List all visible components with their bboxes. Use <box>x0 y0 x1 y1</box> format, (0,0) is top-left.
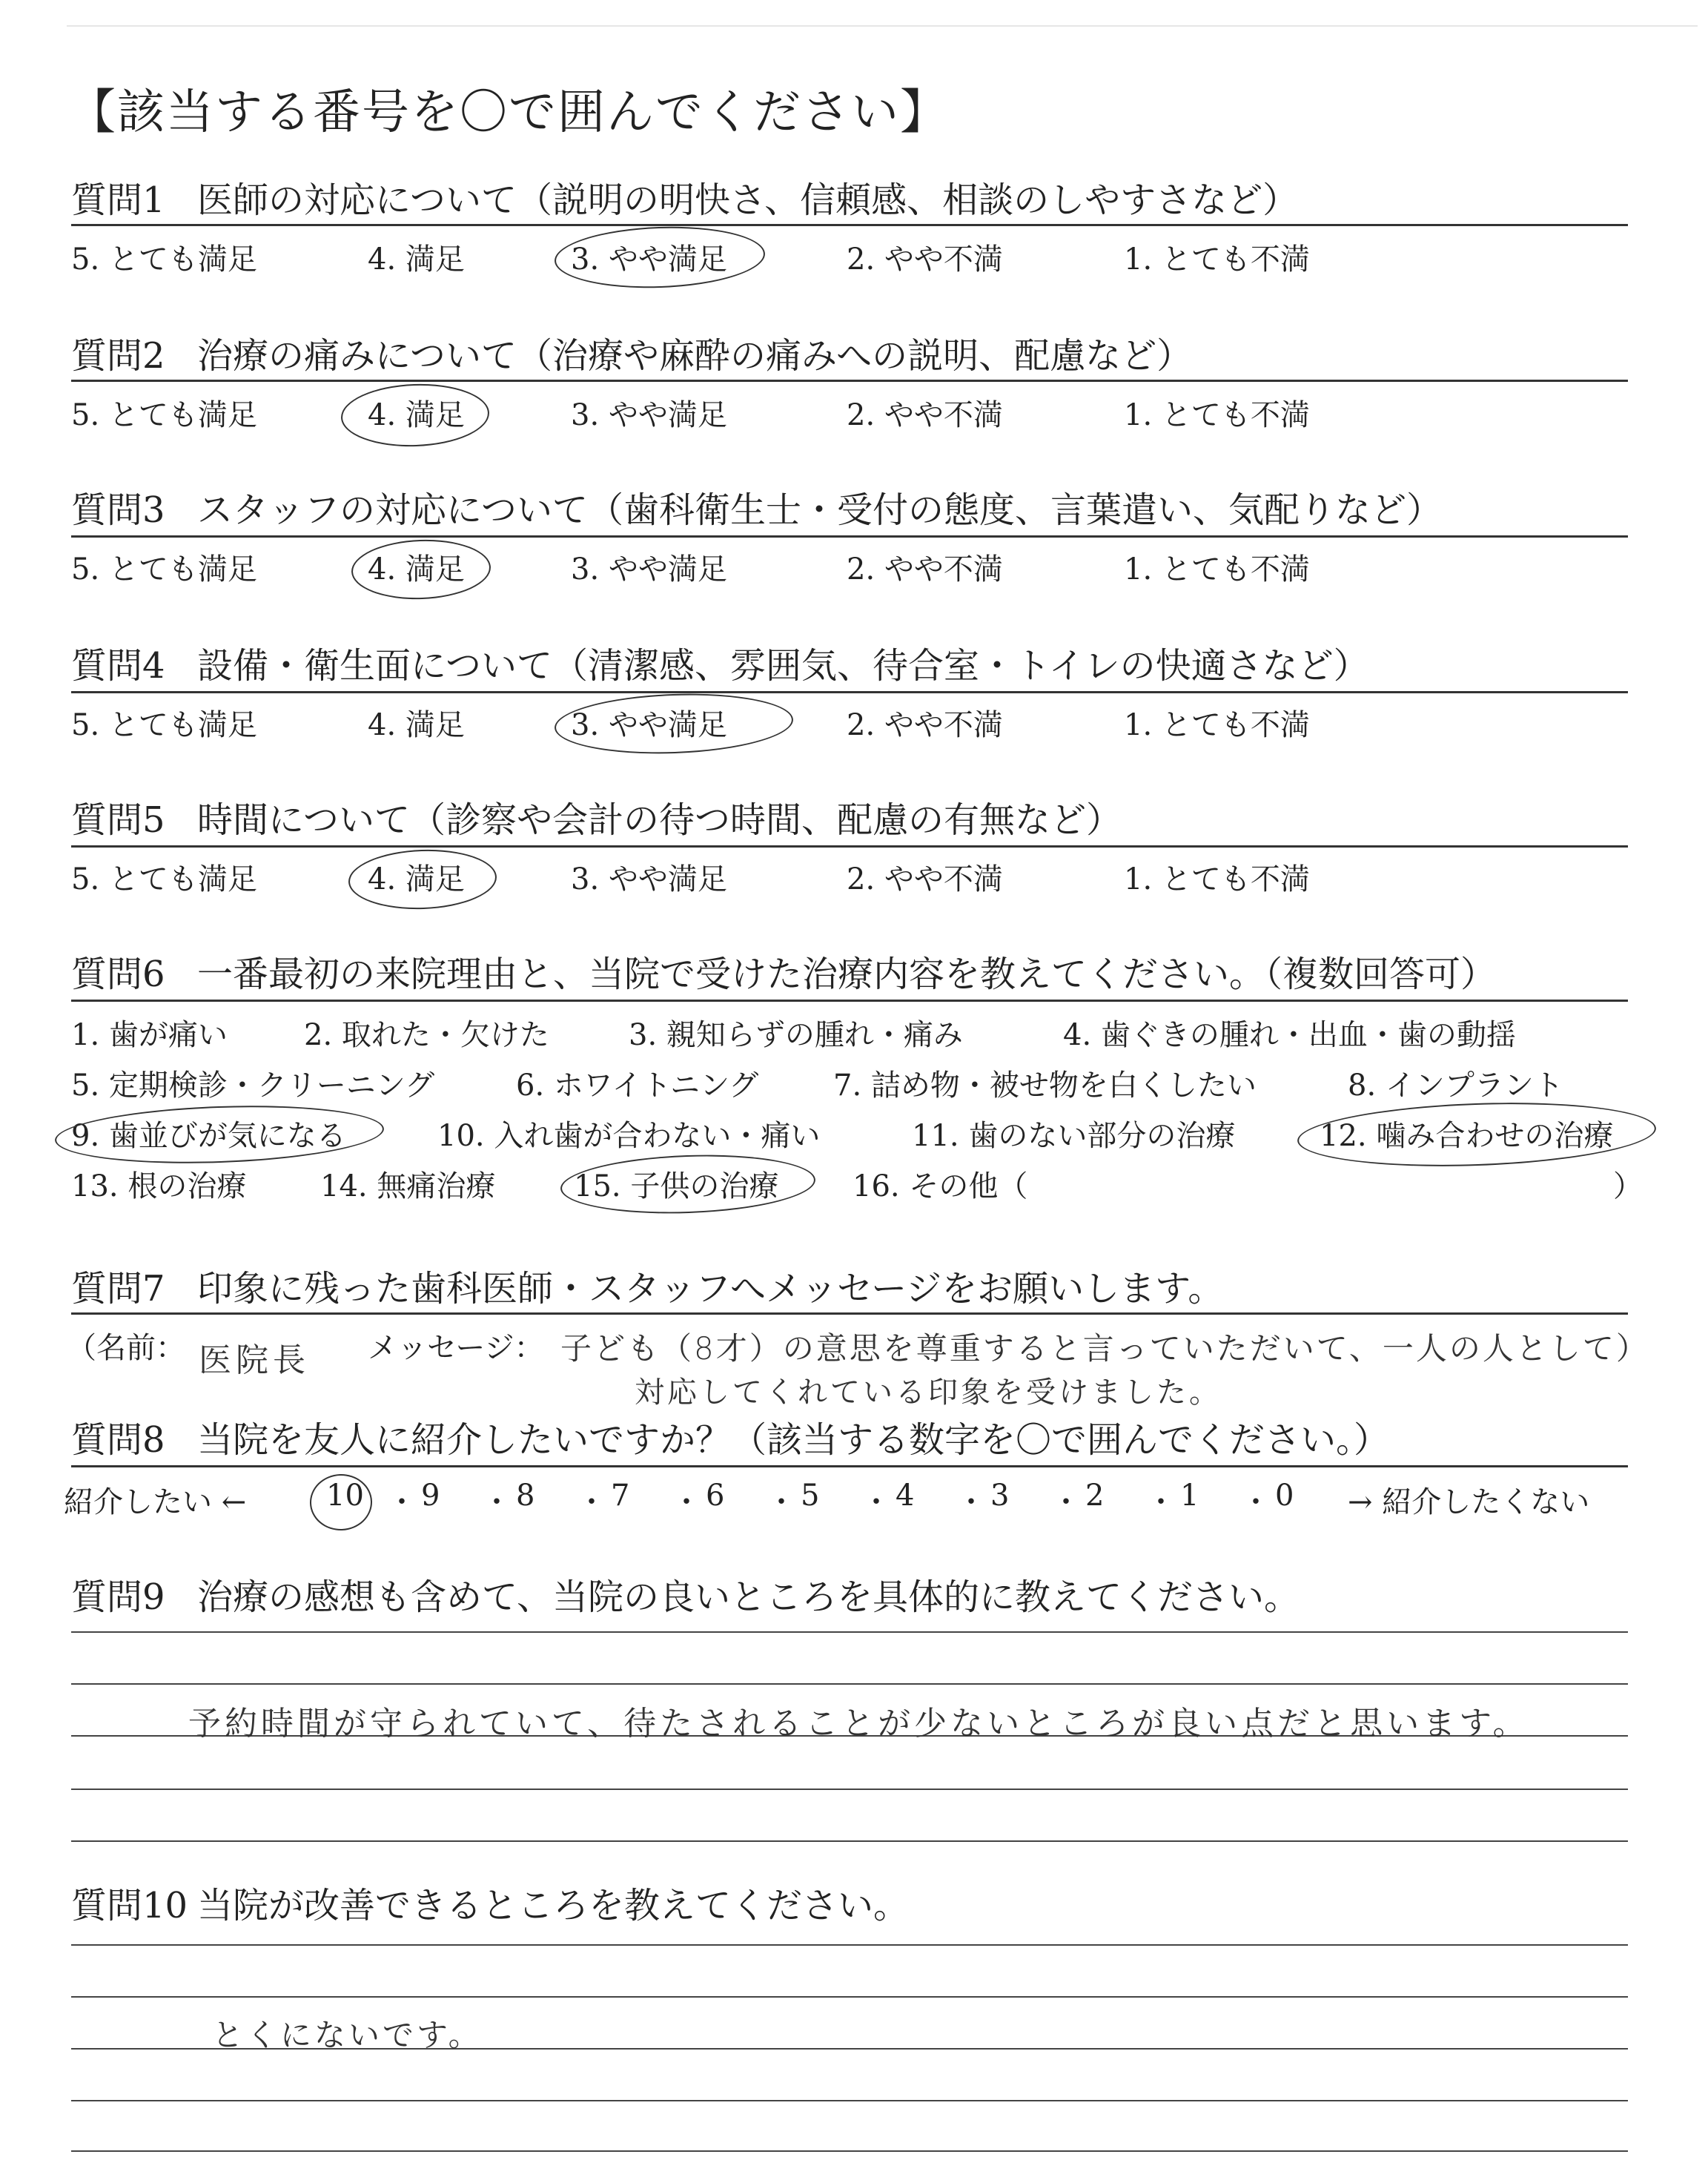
question-title: 治療の感想も含めて、当院の良いところを具体的に教えてください。 <box>197 1576 1300 1618</box>
question-number: 質問1 <box>71 179 165 221</box>
option-2[interactable]: 2. やや不満 <box>847 552 1003 587</box>
message-label: メッセージ： <box>368 1331 544 1365</box>
option-4[interactable]: 4. 満足 <box>368 862 465 896</box>
reason-option-13[interactable]: 13. 根の治療 <box>71 1169 247 1203</box>
question-title: スタッフの対応について（歯科衛生士・受付の態度、言葉遣い、気配りなど） <box>197 489 1443 531</box>
question-rule <box>71 535 1628 538</box>
scale-value-8[interactable]: 8 <box>516 1479 535 1513</box>
question-title: 時間について（診察や会計の待つ時間、配慮の有無など） <box>197 799 1122 841</box>
question-number: 質問6 <box>71 954 165 995</box>
reason-option-12[interactable]: 12. 噛み合わせの治療 <box>1320 1119 1614 1153</box>
question-title: 当院が改善できるところを教えてください。 <box>197 1885 910 1926</box>
page-title: 【該当する番号を〇で囲んでください】 <box>68 85 949 140</box>
answer-circle <box>54 1100 385 1168</box>
question-rule <box>71 1000 1628 1002</box>
scale-value-1[interactable]: 1 <box>1180 1479 1199 1513</box>
question-5 <box>71 796 1628 844</box>
answer-circle <box>554 223 767 291</box>
answer-line <box>71 2150 1628 2152</box>
answer-line <box>71 2100 1628 2101</box>
question-8 <box>71 1416 1628 1464</box>
scale-separator: ・ <box>1146 1485 1176 1519</box>
scale-value-2[interactable]: 2 <box>1085 1479 1105 1513</box>
option-5[interactable]: 5. とても満足 <box>71 862 257 896</box>
scale-value-9[interactable]: 9 <box>421 1479 440 1513</box>
answer-line <box>71 1789 1628 1790</box>
name-value: 医院長 <box>199 1341 310 1379</box>
question-number: 質問4 <box>71 645 165 687</box>
question-1 <box>71 176 1628 224</box>
reason-option-9[interactable]: 9. 歯並びが気になる <box>71 1119 346 1153</box>
question-number: 質問7 <box>71 1268 165 1309</box>
question-rule <box>71 691 1628 693</box>
option-3[interactable]: 3. やや満足 <box>571 862 727 896</box>
option-1[interactable]: 1. とても不満 <box>1124 708 1310 742</box>
question-2 <box>71 332 1628 380</box>
question-number: 質問3 <box>71 489 165 531</box>
option-4[interactable]: 4. 満足 <box>368 708 465 742</box>
answer-circle <box>554 690 795 757</box>
option-3[interactable]: 3. やや満足 <box>571 242 727 277</box>
option-5[interactable]: 5. とても満足 <box>71 552 257 587</box>
scale-separator: ・ <box>767 1485 796 1519</box>
question-rule <box>71 224 1628 226</box>
message-line-1: 子ども（8才）の意思を尊重すると言っていただいて、一人の人として） <box>560 1330 1649 1367</box>
option-2[interactable]: 2. やや不満 <box>847 242 1003 277</box>
reason-option-8[interactable]: 8. インプラント <box>1348 1069 1563 1103</box>
option-4[interactable]: 4. 満足 <box>368 398 465 432</box>
question-title: 一番最初の来院理由と、当院で受けた治療内容を教えてください。（複数回答可） <box>197 954 1497 995</box>
option-5[interactable]: 5. とても満足 <box>71 242 257 277</box>
scale-value-6[interactable]: 6 <box>706 1479 725 1513</box>
reason-option-16[interactable]: 16. その他（ <box>853 1169 1028 1203</box>
question-number: 質問8 <box>71 1419 165 1461</box>
question-4 <box>71 642 1628 690</box>
option-4[interactable]: 4. 満足 <box>368 242 465 277</box>
question-number: 質問10 <box>71 1885 188 1926</box>
option-2[interactable]: 2. やや不満 <box>847 862 1003 896</box>
question-rule <box>71 1312 1628 1315</box>
scale-separator: ・ <box>577 1485 606 1519</box>
reason-option-15[interactable]: 15. 子供の治療 <box>574 1169 779 1203</box>
question-rule <box>71 380 1628 382</box>
option-1[interactable]: 1. とても不満 <box>1124 552 1310 587</box>
option-1[interactable]: 1. とても不満 <box>1124 862 1310 896</box>
reason-option-6[interactable]: 6. ホワイトニング <box>516 1069 759 1103</box>
scale-separator: ・ <box>1241 1485 1271 1519</box>
question-title: 医師の対応について（説明の明快さ、信頼感、相談のしやすさなど） <box>197 179 1299 221</box>
question-3 <box>71 486 1628 534</box>
scale-value-4[interactable]: 4 <box>896 1479 915 1513</box>
scale-separator: ・ <box>861 1485 891 1519</box>
scale-value-5[interactable]: 5 <box>801 1479 820 1513</box>
answer-line <box>71 1631 1628 1633</box>
scale-value-0[interactable]: 0 <box>1275 1479 1294 1513</box>
message-line-2: 対応してくれている印象を受けました。 <box>635 1375 1222 1410</box>
scale-separator: ・ <box>387 1485 417 1519</box>
option-5[interactable]: 5. とても満足 <box>71 708 257 742</box>
option-1[interactable]: 1. とても不満 <box>1124 242 1310 277</box>
question-rule <box>71 1465 1628 1467</box>
reason-option-5[interactable]: 5. 定期検診・クリーニング <box>71 1069 435 1103</box>
reason-option-7[interactable]: 7. 詰め物・被せ物を白くしたい <box>833 1069 1257 1103</box>
reason-option-14[interactable]: 14. 無痛治療 <box>320 1169 496 1203</box>
question-rule <box>71 845 1628 848</box>
top-border <box>67 25 1698 27</box>
scale-separator: ・ <box>672 1485 701 1519</box>
question-number: 質問5 <box>71 799 165 841</box>
scale-separator: ・ <box>1051 1485 1081 1519</box>
question-6 <box>71 951 1628 998</box>
answer-circle <box>1297 1097 1658 1172</box>
reason-option-10[interactable]: 10. 入れ歯が合わない・痛い <box>437 1119 821 1153</box>
recommend-left-label: 紹介したい ← <box>64 1485 247 1519</box>
answer-line <box>71 1683 1628 1685</box>
question-title: 印象に残った歯科医師・スタッフへメッセージをお願いします。 <box>197 1268 1224 1309</box>
option-3[interactable]: 3. やや満足 <box>571 552 727 587</box>
good-points-answer: 予約時間が守られていて、待たされることが少ないところが良い点だと思います。 <box>188 1705 1529 1743</box>
answer-circle <box>340 382 491 449</box>
reason-option-2[interactable]: 2. 取れた・欠けた <box>304 1018 549 1052</box>
scale-separator: ・ <box>482 1485 512 1519</box>
scale-value-7[interactable]: 7 <box>611 1479 630 1513</box>
scale-value-3[interactable]: 3 <box>990 1479 1010 1513</box>
other-close-paren: ） <box>1613 1169 1643 1203</box>
option-5[interactable]: 5. とても満足 <box>71 398 257 432</box>
option-1[interactable]: 1. とても不満 <box>1124 398 1310 432</box>
scale-value-10[interactable]: 10 <box>326 1479 364 1513</box>
option-3[interactable]: 3. やや満足 <box>571 398 727 432</box>
question-number: 質問9 <box>71 1576 165 1618</box>
reason-option-4[interactable]: 4. 歯ぐきの腫れ・出血・歯の動揺 <box>1063 1018 1516 1052</box>
recommend-right-label: → 紹介したくない <box>1348 1485 1590 1519</box>
question-7 <box>71 1265 1628 1312</box>
option-4[interactable]: 4. 満足 <box>368 552 465 587</box>
answer-line <box>71 1944 1628 1946</box>
option-3[interactable]: 3. やや満足 <box>571 708 727 742</box>
name-label: （名前： <box>67 1331 185 1365</box>
option-2[interactable]: 2. やや不満 <box>847 708 1003 742</box>
question-title: 設備・衛生面について（清潔感、雰囲気、待合室・トイレの快適さなど） <box>197 645 1369 687</box>
question-9 <box>71 1573 1628 1621</box>
reason-option-1[interactable]: 1. 歯が痛い <box>71 1018 228 1052</box>
question-title: 治療の痛みについて（治療や麻酔の痛みへの説明、配慮など） <box>197 335 1193 377</box>
improvement-answer: とくにないです。 <box>212 2017 483 2053</box>
question-number: 質問2 <box>71 335 165 377</box>
question-10 <box>71 1882 1628 1929</box>
answer-line <box>71 1996 1628 1998</box>
reason-option-11[interactable]: 11. 歯のない部分の治療 <box>912 1119 1236 1153</box>
question-title: 当院を友人に紹介したいですか？（該当する数字を〇で囲んでください。） <box>197 1419 1390 1461</box>
scale-separator: ・ <box>956 1485 986 1519</box>
reason-option-3[interactable]: 3. 親知らずの腫れ・痛み <box>629 1018 963 1052</box>
option-2[interactable]: 2. やや不満 <box>847 398 1003 432</box>
answer-line <box>71 1840 1628 1842</box>
answer-circle <box>560 1151 817 1218</box>
